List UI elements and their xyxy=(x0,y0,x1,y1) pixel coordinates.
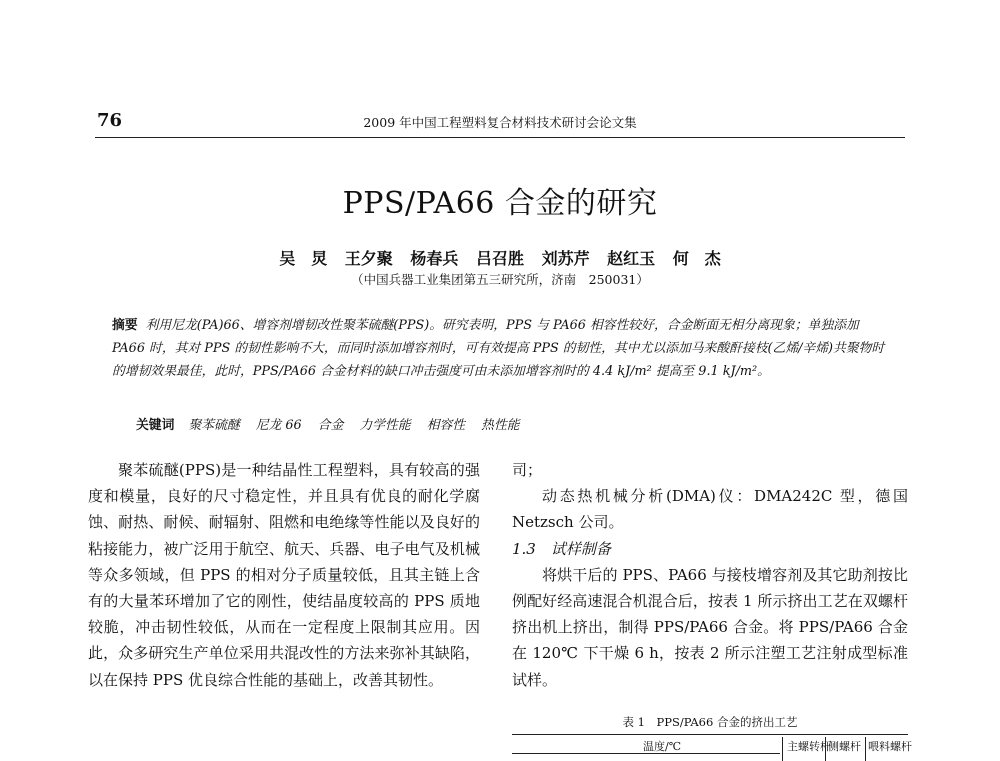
paper-title: PPS/PA66 合金的研究 xyxy=(342,186,658,221)
keywords xyxy=(136,414,532,433)
author: 吕召胜 xyxy=(475,249,524,268)
header-rule xyxy=(95,137,905,138)
left-column xyxy=(88,457,480,693)
table-caption: 表 1 PPS/PA66 合金的挤出工艺 xyxy=(622,715,798,729)
sample-prep-paragraph: 将烘干后的 PPS、PA66 与接枝增容剂及其它助剂按比例配好经高速混合机混合后，按表 1 所示挤出工艺在双螺杆挤出机上挤出，制得 PPS/PA66 合金。将 PPS/PA66 合金在 120℃ 下干燥 6 h，按表 2 所示注塑工艺注射成型标准试样。 xyxy=(512,565,908,689)
table-sub-rule xyxy=(512,753,780,754)
author-list xyxy=(200,246,800,269)
table-header-temp: 温度/℃ xyxy=(642,740,681,753)
page-number: 76 xyxy=(97,110,123,131)
table-col-divider xyxy=(825,737,826,761)
author: 何 杰 xyxy=(672,249,721,268)
table-header-row xyxy=(512,737,912,759)
table-col-divider xyxy=(865,737,866,761)
keyword: 力学性能 xyxy=(359,418,411,433)
affiliation: （中国兵器工业集团第五三研究所，济南 250031） xyxy=(351,272,649,287)
keyword: 尼龙 66 xyxy=(255,418,302,433)
table-col-head: 主螺转杆 xyxy=(787,740,831,753)
abstract xyxy=(112,314,890,383)
keyword: 相容性 xyxy=(426,418,466,433)
table-col-divider xyxy=(782,737,783,761)
author: 杨春兵 xyxy=(410,249,459,268)
keywords-label: 关键词 xyxy=(136,418,175,433)
table-top-rule xyxy=(512,734,908,735)
author: 王夕聚 xyxy=(344,249,393,268)
intro-paragraph: 聚苯硫醚(PPS)是一种结晶性工程塑料，具有较高的强度和模量，良好的尺寸稳定性，并且具有优良的耐化学腐蚀、耐热、耐候、耐辐射、阻燃和电绝缘等性能以及良好的粘接能力，被广泛用于航空、航天、兵器、电子电气及机械等众多领域，但 PPS 的相对分子质量较低，且其主链上含有的大量苯环增加了它的刚性，使结晶度较高的 PPS 质地较脆，冲击韧性较低，从而在一定程度上限制其应用。因此，众多研究生产单位采用共混改性的方法来弥补其缺陷，以在保持 PPS 优良综合性能的基础上，改善其韧性。 xyxy=(88,461,480,689)
abstract-label: 摘要 xyxy=(112,318,138,333)
keyword: 热性能 xyxy=(481,418,520,433)
keyword: 合金 xyxy=(317,418,344,433)
table-col-head: 侧螺杆 xyxy=(828,740,861,753)
running-header: 2009 年中国工程塑料复合材料技术研讨会论文集 xyxy=(363,115,637,130)
right-column xyxy=(512,457,908,693)
continued-line: 司； xyxy=(512,461,543,479)
author: 赵红玉 xyxy=(607,249,656,268)
abstract-text: 利用尼龙(PA)66、增容剂增韧改性聚苯硫醚(PPS)。研究表明，PPS 与 PA66 相容性较好，合金断面无相分离现象；单独添加 PA66 时，其对 PPS 的韧性影响不大，而同时添加增容剂时，可有效提高 PPS 的韧性，其中尤以添加马来酸酐接枝(乙烯/辛烯)共聚物时的增韧效果最佳，此时，PPS/PA66 合金材料的缺口冲击强度可由未添加增容剂时的 4.4 kJ/m² 提高至 9.1 kJ/m²。 xyxy=(112,318,885,379)
author: 刘苏芹 xyxy=(541,249,590,268)
dma-paragraph: 动态热机械分析(DMA)仪：DMA242C 型，德国 Netzsch 公司。 xyxy=(512,487,908,532)
table-col-head: 喂料螺杆 xyxy=(868,740,912,753)
author: 吴 炅 xyxy=(279,249,328,268)
keyword: 聚苯硫醚 xyxy=(188,418,240,433)
section-heading: 1.3 试样制备 xyxy=(512,539,611,558)
